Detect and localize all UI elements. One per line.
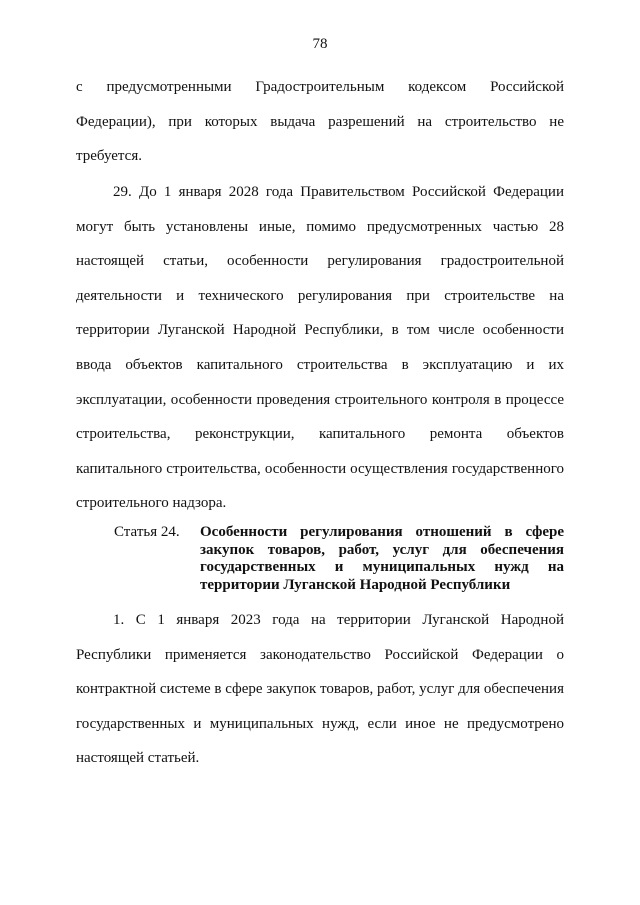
- page-number: 78: [312, 36, 328, 52]
- article-label: Статья 24.: [114, 524, 180, 540]
- article-title: Особенности регулирования отношений в сфере закупок товаров, работ, услуг для обеспечения государственных и муниципальных нужд на территории Луганской Народной Республики: [200, 524, 564, 593]
- text-block-article-24: [76, 603, 564, 776]
- text-block-continuation: [76, 70, 564, 174]
- paragraph-continuation: с предусмотренными Градостроительным кодексом Российской Федерации), при которых выдача разрешений на строительство не требуется.: [76, 79, 564, 165]
- text-block-item-29: [76, 175, 564, 521]
- paragraph-article-24-item-1: 1. С 1 января 2023 года на территории Луганской Народной Республики применяется законодательство Российской Федерации о контрактной системе в сфере закупок товаров, работ, услуг для обеспечения государственных и муниципальных нужд, если иное не предусмотрено настоящей статьей.: [76, 612, 564, 767]
- paragraph-item-29: 29. До 1 января 2028 года Правительством Российской Федерации могут быть установлены иные, помимо предусмотренных частью 28 настоящей статьи, особенности регулирования градостроительной деятельности и технического регулирования при строительстве на территории Луганской Народной Республики, в том числе особенности ввода объектов капитального строительства в эксплуатацию и их эксплуатации, особенности проведения строительного контроля в процессе строительства, реконструкции, капитального ремонта объектов капитального строительства, особенности осуществления государственного строительного надзора.: [76, 184, 564, 512]
